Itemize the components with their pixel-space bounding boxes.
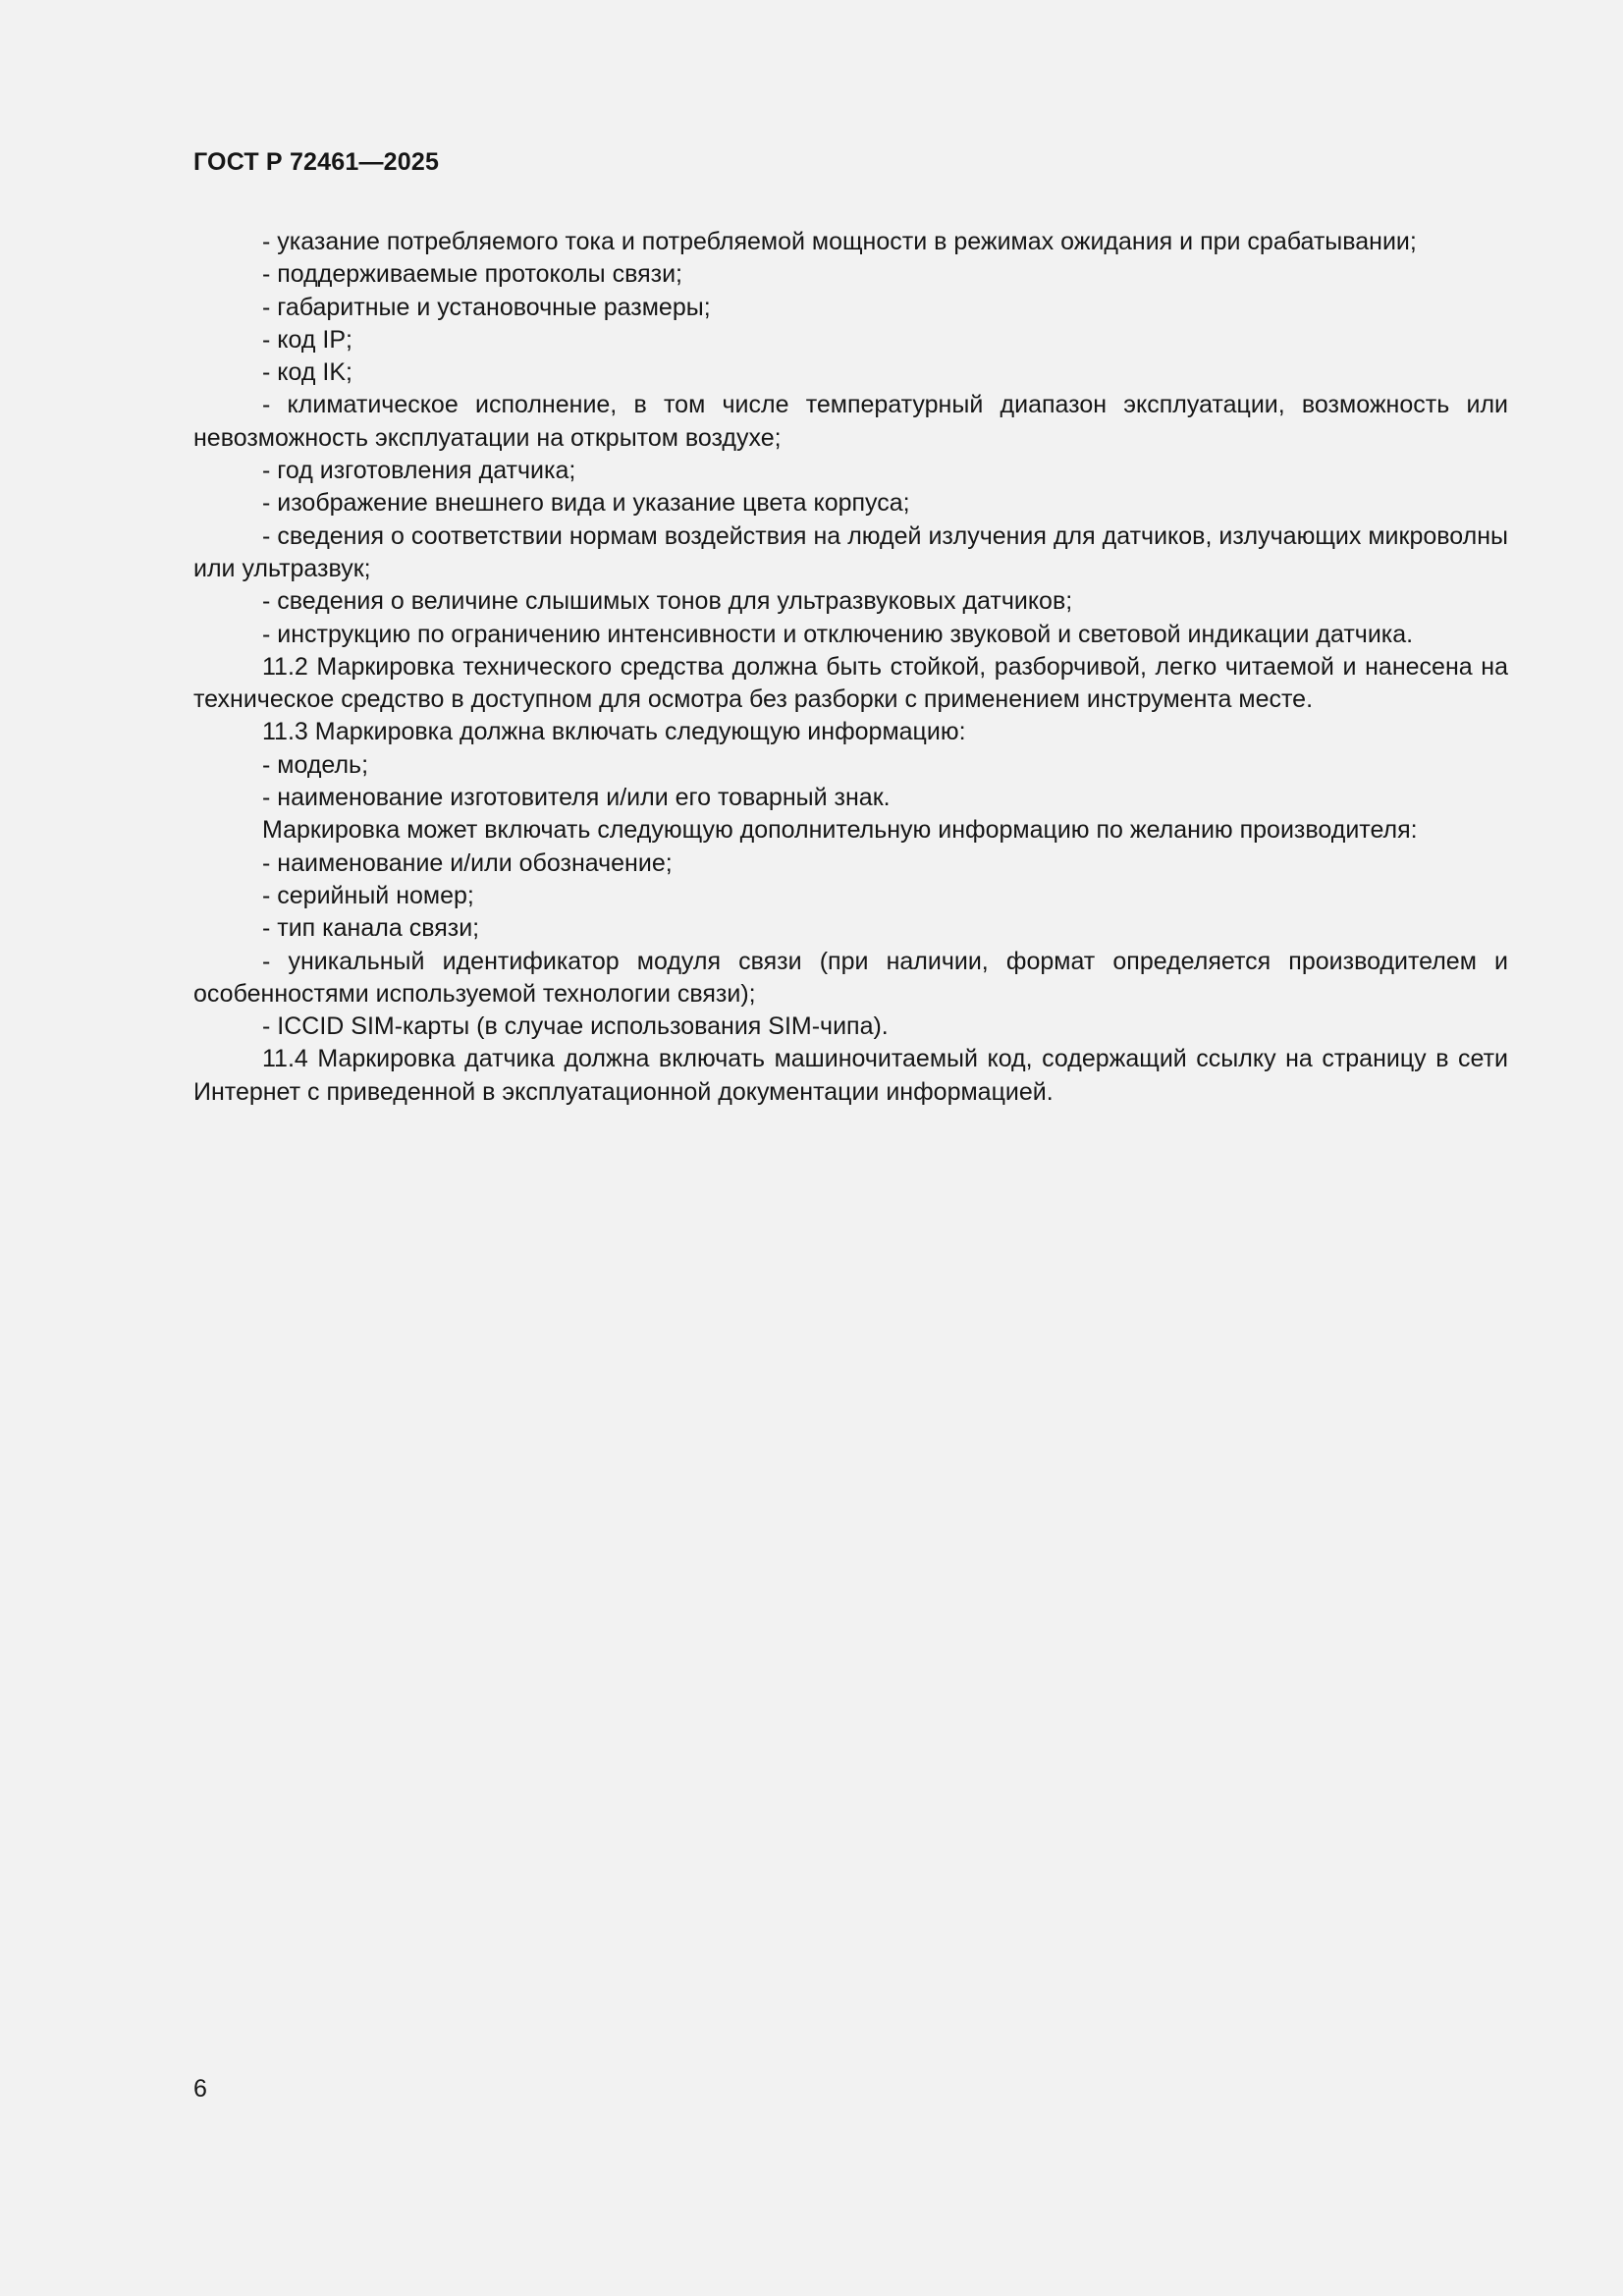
document-header: ГОСТ Р 72461—2025	[193, 148, 440, 176]
list-item-climatic: - климатическое исполнение, в том числе температурный диапазон эксплуатации, возможность или невозможность эксплуатации на открытом воздухе;	[193, 391, 1508, 452]
list-item-model: - модель;	[262, 750, 369, 779]
document-body	[193, 226, 1508, 1109]
list-item-serial: - серийный номер;	[262, 881, 474, 909]
list-item-appearance: - изображение внешнего вида и указание цвета корпуса;	[262, 489, 910, 518]
list-item-iccid: - ICCID SIM-карты (в случае использования SIM-чипа).	[262, 1012, 889, 1041]
page-number: 6	[193, 2075, 207, 2103]
list-item-manufacturer: - наименование изготовителя и/или его товарный знак.	[262, 784, 891, 812]
list-item-ik-code: - код IK;	[262, 358, 352, 387]
list-item-radiation: - сведения о соответствии нормам воздействия на людей излучения для датчиков, излучающих микроволны или ультразвук;	[193, 521, 1508, 582]
list-item-indication: - инструкцию по ограничению интенсивности и отключению звуковой и световой индикации датчика.	[262, 620, 1414, 648]
clause-11-4: 11.4 Маркировка датчика должна включать машиночитаемый код, содержащий ссылку на страницу в сети Интернет с приведенной в эксплуатационной документации информацией.	[193, 1045, 1508, 1106]
list-item-designation: - наименование и/или обозначение;	[262, 848, 673, 877]
list-item-channel-type: - тип канала связи;	[262, 914, 480, 943]
paragraph-additional-info: Маркировка может включать следующую дополнительную информацию по желанию производителя:	[262, 816, 1418, 845]
clause-11-2: 11.2 Маркировка технического средства должна быть стойкой, разборчивой, легко читаемой и нанесена на техническое средство в доступном для осмотра без разборки с применением инструмента месте.	[193, 652, 1508, 714]
list-item-dimensions: - габаритные и установочные размеры;	[262, 293, 711, 321]
list-item-ip-code: - код IP;	[262, 325, 352, 354]
list-item-protocols: - поддерживаемые протоколы связи;	[262, 260, 683, 289]
list-item-current-power: - указание потребляемого тока и потребляемой мощности в режимах ожидания и при срабатывании;	[262, 228, 1417, 255]
list-item-audible-tones: - сведения о величине слышимых тонов для ультразвуковых датчиков;	[262, 587, 1073, 616]
list-item-year: - год изготовления датчика;	[262, 457, 576, 485]
clause-11-3: 11.3 Маркировка должна включать следующую информацию:	[262, 718, 966, 746]
list-item-module-id: - уникальный идентификатор модуля связи (при наличии, формат определяется производителем и особенностями используемой технологии связи);	[193, 947, 1508, 1008]
